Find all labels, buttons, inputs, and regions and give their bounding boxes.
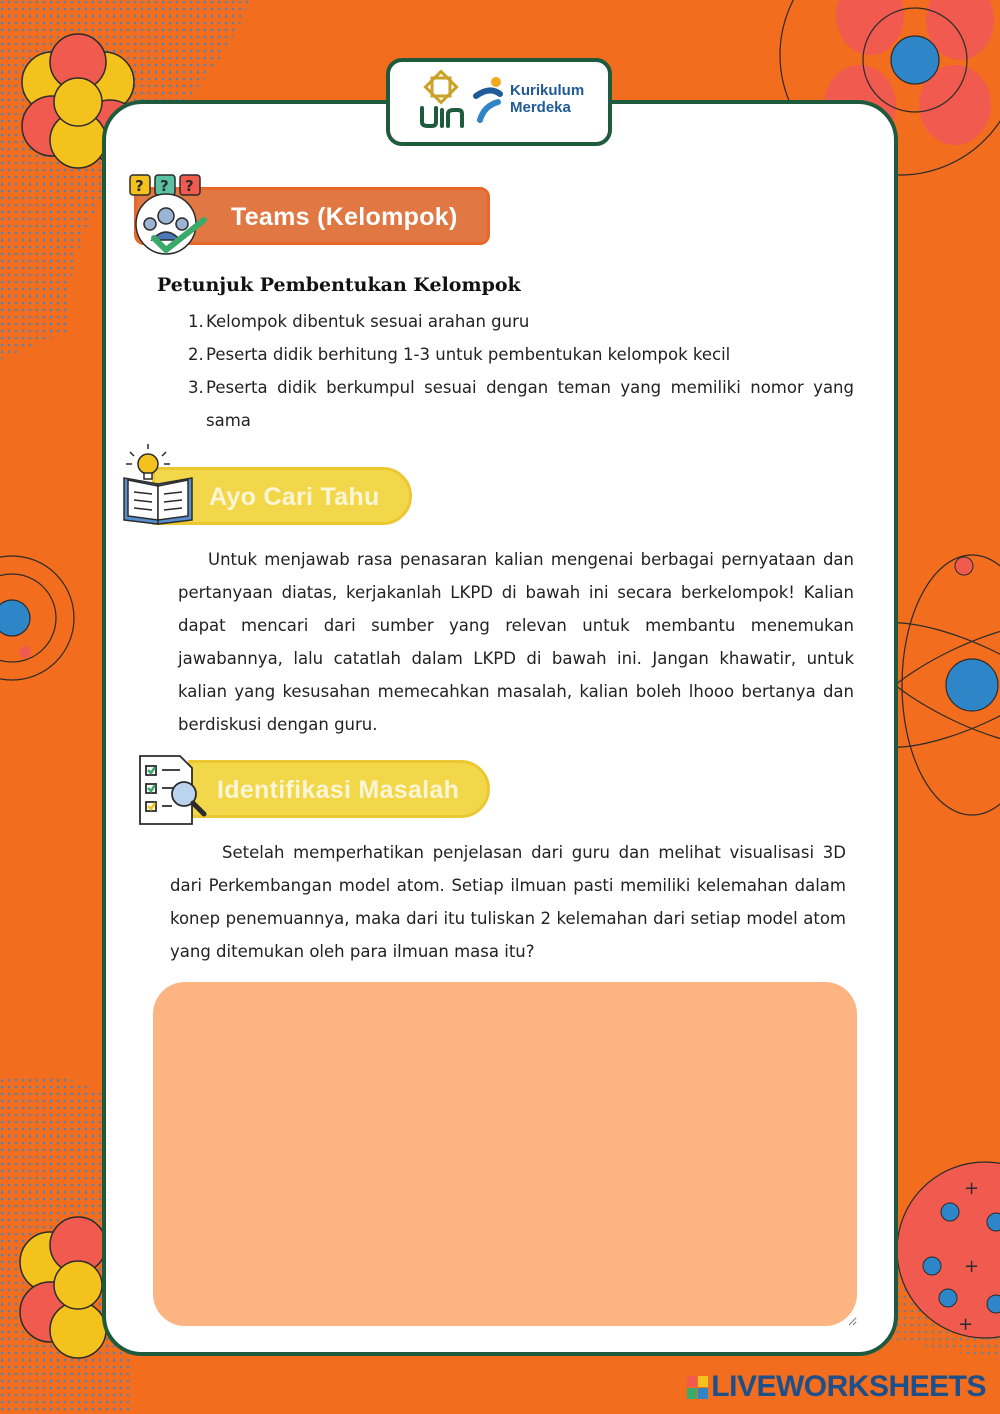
liveworksheets-footer bbox=[687, 1370, 986, 1404]
step-number: 1. bbox=[188, 312, 204, 331]
svg-text:?: ? bbox=[185, 177, 194, 195]
svg-text:+: + bbox=[964, 1256, 980, 1277]
checklist-search-icon bbox=[136, 752, 212, 828]
teams-title: Teams (Kelompok) bbox=[231, 203, 458, 231]
list-item bbox=[170, 338, 854, 371]
answer-textarea[interactable] bbox=[153, 982, 857, 1326]
liveworksheets-logo-icon bbox=[687, 1376, 709, 1400]
logo-line-2: Merdeka bbox=[510, 99, 571, 116]
flower-bottom-left bbox=[20, 1217, 106, 1358]
step-text: Peserta didik berkumpul sesuai dengan teman yang memiliki nomor yang sama bbox=[206, 378, 854, 430]
list-item bbox=[170, 305, 854, 338]
group-steps-list bbox=[170, 305, 854, 437]
svg-text:?: ? bbox=[135, 177, 144, 195]
step-number: 2. bbox=[188, 345, 204, 364]
footer-brand: LIVEWORKSHEETS bbox=[711, 1370, 986, 1403]
atom-left bbox=[0, 556, 74, 680]
svg-text:+: + bbox=[958, 1314, 974, 1335]
ayo-cari-tahu-title: Ayo Cari Tahu bbox=[209, 483, 380, 511]
svg-text:+: + bbox=[964, 1178, 980, 1199]
list-item bbox=[170, 371, 854, 437]
identifikasi-masalah-banner bbox=[188, 760, 490, 818]
uin-logo-icon bbox=[418, 70, 466, 130]
svg-text:?: ? bbox=[160, 177, 169, 195]
group-instructions-heading: Petunjuk Pembentukan Kelompok bbox=[157, 274, 521, 296]
identifikasi-masalah-text: Setelah memperhatikan penjelasan dari guru dan melihat visualisasi 3D dari Perkembangan model atom. Setiap ilmuan pasti memiliki kelemahan dalam konep penemuannya, maka dari itu tuliskan 2 kelemahan dari setiap model atom yang ditemukan oleh para ilmuan masa itu? bbox=[170, 843, 846, 961]
group-question-icon bbox=[126, 172, 210, 256]
ayo-cari-tahu-text: Untuk menjawab rasa penasaran kalian mengenai berbagai pernyataan dan pertanyaan diatas, kerjakanlah LKPD di bawah ini secara berkelompok! Kalian dapat mencari dari sumber yang relevan untuk membantu menemukan jawabannya, lalu catatlah dalam LKPD di bawah ini. Jangan khawatir, untuk kalian yang kesusahan memecahkan masalah, kalian boleh lhooo bertanya dan berdiskusi dengan guru. bbox=[178, 550, 854, 734]
step-text: Kelompok dibentuk sesuai arahan guru bbox=[206, 312, 530, 331]
step-number: 3. bbox=[188, 378, 204, 397]
logo-header bbox=[386, 58, 612, 146]
identifikasi-masalah-title: Identifikasi Masalah bbox=[217, 776, 460, 804]
open-book-idea-icon bbox=[120, 442, 198, 528]
logo-line-1: Kurikulum bbox=[510, 82, 585, 99]
kurikulum-merdeka-icon bbox=[472, 76, 506, 126]
step-text: Peserta didik berhitung 1-3 untuk pembentukan kelompok kecil bbox=[206, 345, 731, 364]
